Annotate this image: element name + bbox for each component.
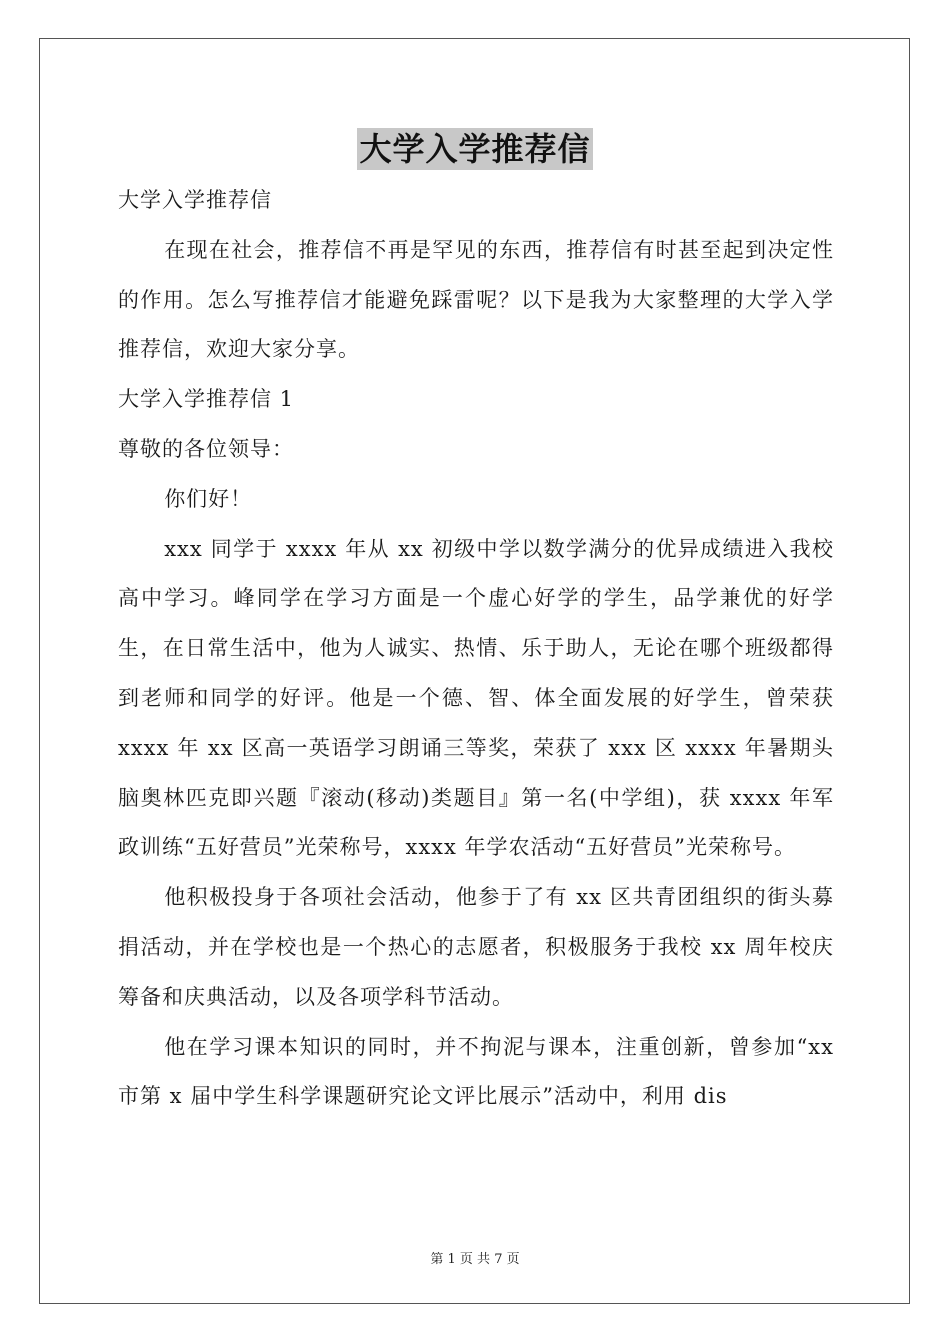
page-footer: 第 1 页 共 7 页 bbox=[430, 1252, 520, 1267]
paragraph: 他在学习课本知识的同时，并不拘泥与课本，注重创新，曾参加“xx 市第 x 届中学生科学课题研究论文评比展示”活动中，利用 dis bbox=[118, 1034, 834, 1109]
document-body bbox=[118, 176, 834, 1122]
section-heading: 大学入学推荐信 1 bbox=[118, 387, 295, 412]
title-container bbox=[0, 128, 950, 170]
salutation: 尊敬的各位领导： bbox=[118, 436, 294, 461]
paragraph: 他积极投身于各项社会活动，他参于了有 xx 区共青团组织的街头募捐活动，并在学校也是一个热心的志愿者，积极服务于我校 xx 周年校庆筹备和庆典活动，以及各项学科节活动。 bbox=[118, 885, 834, 1009]
greeting: 你们好！ bbox=[164, 486, 253, 511]
paragraph: 在现在社会，推荐信不再是罕见的东西，推荐信有时甚至起到决定性的作用。怎么写推荐信才能避免踩雷呢？以下是我为大家整理的大学入学推荐信，欢迎大家分享。 bbox=[118, 237, 834, 362]
paragraph: 大学入学推荐信 bbox=[118, 188, 272, 212]
document-title: 大学入学推荐信 bbox=[359, 130, 591, 168]
paragraph: xxx 同学于 xxxx 年从 xx 初级中学以数学满分的优异成绩进入我校高中学习。峰同学在学习方面是一个虚心好学的学生，品学兼优的好学生，在日常生活中，他为人诚实、热情、乐于助人，无论在哪个班级都得到老师和同学的好评。他是一个德、智、体全面发展的好学生，曾荣获 xxxx 年 xx 区高一英语学习朗诵三等奖，荣获了 xxx 区 xxxx 年暑期头脑奥林匹克即兴题『滚动(移动)类题目』第一名(中学组)，获 xxxx 年军政训练“五好营员”光荣称号，xxxx 年学农活动“五好营员”光荣称号。 bbox=[118, 536, 834, 860]
